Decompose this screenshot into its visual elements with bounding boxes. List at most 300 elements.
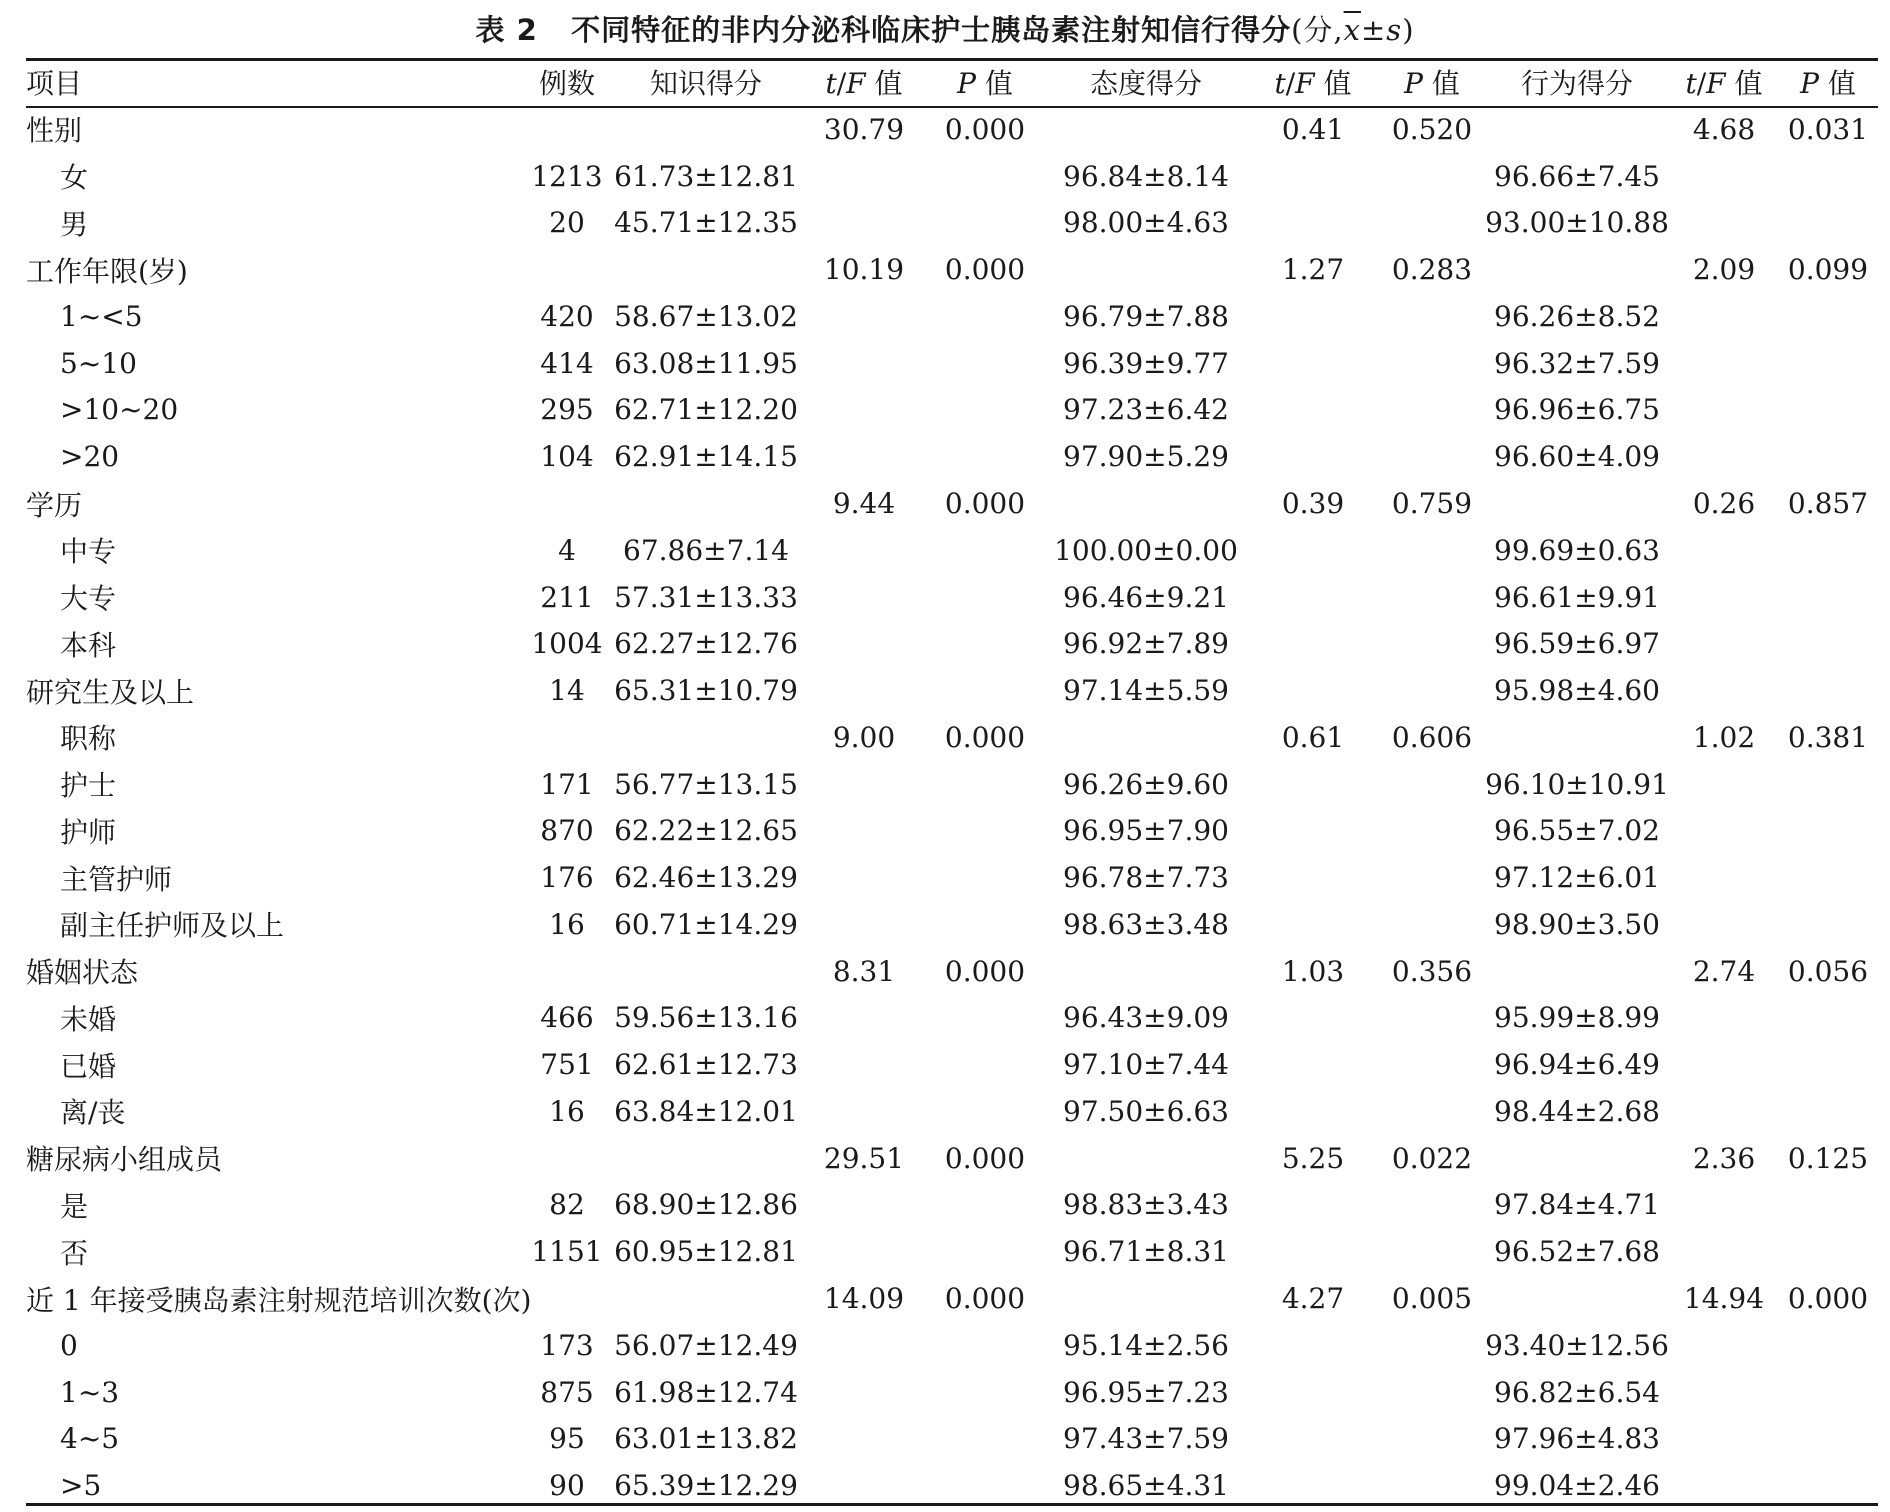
tf2-t: t xyxy=(1274,67,1286,100)
cell-attitude: 96.78±7.73 xyxy=(1063,861,1229,895)
cell-tf-knowledge xyxy=(804,667,924,714)
cell-behavior xyxy=(1484,948,1670,995)
cell-tf-attitude xyxy=(1246,1322,1380,1369)
table-caption xyxy=(0,8,1890,49)
cell-behavior: 95.99±8.99 xyxy=(1494,1001,1660,1035)
cell-p-attitude xyxy=(1380,1415,1484,1462)
cell-tf-knowledge xyxy=(804,807,924,854)
cell-knowledge: 61.73±12.81 xyxy=(614,159,798,193)
cell-knowledge: 60.71±14.29 xyxy=(614,907,798,941)
cell-behavior: 98.90±3.50 xyxy=(1494,907,1660,941)
cell-p-knowledge xyxy=(924,1322,1046,1369)
cell-p-behavior xyxy=(1778,574,1878,621)
cell-p-behavior xyxy=(1778,1088,1878,1135)
table-row xyxy=(26,620,1878,667)
cell-p-knowledge: 0.000 xyxy=(944,253,1026,287)
cell-tf-behavior: 2.09 xyxy=(1692,253,1756,287)
p1-suffix: 值 xyxy=(975,67,1013,100)
cell-tf-knowledge xyxy=(804,901,924,948)
cell-tf-behavior xyxy=(1670,1415,1778,1462)
cell-n: 20 xyxy=(549,206,585,240)
cell-attitude: 96.92±7.89 xyxy=(1063,627,1229,661)
table-row xyxy=(26,1462,1878,1509)
cell-tf-behavior xyxy=(1670,1369,1778,1416)
cell-tf-knowledge xyxy=(804,527,924,574)
cell-attitude: 96.79±7.88 xyxy=(1063,299,1229,333)
cell-item: 副主任护师及以上 xyxy=(60,909,285,943)
cell-p-attitude xyxy=(1380,854,1484,901)
cell-knowledge xyxy=(608,948,804,995)
cell-n xyxy=(526,1275,608,1322)
cell-p-knowledge: 0.000 xyxy=(944,954,1026,988)
cell-behavior: 96.60±4.09 xyxy=(1494,440,1660,474)
cell-p-attitude: 0.356 xyxy=(1391,954,1473,988)
cell-tf-behavior: 2.74 xyxy=(1692,954,1756,988)
cell-n: 14 xyxy=(549,674,585,708)
cell-tf-knowledge xyxy=(804,761,924,808)
cell-item: 男 xyxy=(60,207,89,241)
cell-attitude: 96.46±9.21 xyxy=(1063,580,1229,614)
cell-p-knowledge xyxy=(924,1182,1046,1229)
cell-p-attitude: 0.520 xyxy=(1391,112,1473,146)
cell-behavior: 93.00±10.88 xyxy=(1485,206,1669,240)
cell-item: 近 1 年接受胰岛素注射规范培训次数(次) xyxy=(26,1283,532,1317)
cell-tf-attitude xyxy=(1246,340,1380,387)
cell-tf-attitude xyxy=(1246,854,1380,901)
cell-attitude: 98.63±3.48 xyxy=(1063,907,1229,941)
cell-tf-knowledge xyxy=(804,1369,924,1416)
cell-n xyxy=(526,480,608,527)
cell-item: 工作年限(岁) xyxy=(26,254,188,288)
cell-tf-attitude: 1.27 xyxy=(1281,253,1345,287)
cell-p-attitude: 0.022 xyxy=(1391,1141,1473,1175)
cell-tf-knowledge xyxy=(804,200,924,247)
cell-p-knowledge xyxy=(924,620,1046,667)
cell-knowledge xyxy=(608,1275,804,1322)
cell-tf-attitude xyxy=(1246,807,1380,854)
cell-tf-attitude xyxy=(1246,667,1380,714)
cell-tf-attitude xyxy=(1246,1415,1380,1462)
cell-tf-knowledge xyxy=(804,433,924,480)
cell-tf-knowledge xyxy=(804,574,924,621)
cell-behavior xyxy=(1484,1275,1670,1322)
caption-unit-close: ) xyxy=(1402,13,1415,47)
cell-knowledge: 56.77±13.15 xyxy=(614,767,798,801)
cell-tf-behavior xyxy=(1670,1322,1778,1369)
cell-n: 420 xyxy=(540,299,594,333)
header-row xyxy=(26,58,1878,106)
cell-behavior: 99.04±2.46 xyxy=(1494,1469,1660,1503)
cell-tf-attitude xyxy=(1246,761,1380,808)
p1-p: P xyxy=(957,67,976,100)
cell-tf-behavior xyxy=(1670,200,1778,247)
cell-attitude: 97.90±5.29 xyxy=(1063,440,1229,474)
cell-tf-behavior: 2.36 xyxy=(1692,1141,1756,1175)
cell-item: 职称 xyxy=(60,722,117,756)
cell-p-attitude xyxy=(1380,200,1484,247)
cell-p-behavior: 0.857 xyxy=(1787,487,1869,520)
cell-tf-behavior xyxy=(1670,667,1778,714)
cell-p-knowledge xyxy=(924,433,1046,480)
cell-knowledge: 63.08±11.95 xyxy=(614,346,798,380)
cell-attitude: 96.71±8.31 xyxy=(1063,1235,1229,1269)
cell-n: 870 xyxy=(540,814,594,848)
cell-knowledge: 56.07±12.49 xyxy=(614,1328,798,1362)
cell-tf-behavior: 14.94 xyxy=(1683,1282,1765,1316)
cell-item: 婚姻状态 xyxy=(26,956,139,990)
table-row xyxy=(26,1041,1878,1088)
cell-item: 5~10 xyxy=(60,346,137,380)
cell-p-attitude xyxy=(1380,527,1484,574)
cell-tf-attitude xyxy=(1246,1228,1380,1275)
table-row xyxy=(26,1228,1878,1275)
tf2-f: F xyxy=(1295,67,1315,100)
cell-knowledge: 58.67±13.02 xyxy=(614,299,798,333)
cell-tf-attitude xyxy=(1246,995,1380,1042)
cell-tf-knowledge: 30.79 xyxy=(823,112,905,146)
cell-tf-behavior xyxy=(1670,995,1778,1042)
cell-tf-behavior xyxy=(1670,761,1778,808)
table-row xyxy=(26,1135,1878,1182)
cell-n: 211 xyxy=(540,580,594,614)
table-row xyxy=(26,901,1878,948)
cell-behavior: 96.96±6.75 xyxy=(1494,393,1660,427)
cell-p-attitude xyxy=(1380,574,1484,621)
cell-behavior: 96.82±6.54 xyxy=(1494,1375,1660,1409)
cell-p-knowledge xyxy=(924,1228,1046,1275)
cell-knowledge: 63.01±13.82 xyxy=(614,1422,798,1456)
cell-behavior: 96.10±10.91 xyxy=(1485,767,1669,801)
cell-p-behavior xyxy=(1778,527,1878,574)
tf3-suffix: 值 xyxy=(1725,67,1763,100)
cell-attitude: 97.50±6.63 xyxy=(1063,1094,1229,1128)
cell-knowledge: 62.71±12.20 xyxy=(614,393,798,427)
cell-tf-behavior: 1.02 xyxy=(1692,720,1756,754)
cell-item: 1~<5 xyxy=(60,299,143,333)
cell-tf-knowledge: 10.19 xyxy=(823,253,905,287)
cell-tf-attitude xyxy=(1246,293,1380,340)
cell-p-attitude xyxy=(1380,1182,1484,1229)
cell-item: 学历 xyxy=(26,488,83,522)
cell-tf-attitude: 0.61 xyxy=(1281,720,1345,754)
table-row xyxy=(26,1322,1878,1369)
cell-item: 4~5 xyxy=(60,1422,120,1456)
cell-p-knowledge xyxy=(924,854,1046,901)
cell-knowledge: 62.61±12.73 xyxy=(614,1048,798,1082)
table-row xyxy=(26,293,1878,340)
cell-n: 176 xyxy=(540,861,594,895)
cell-knowledge xyxy=(608,106,804,153)
cell-p-behavior xyxy=(1778,1041,1878,1088)
cell-p-attitude xyxy=(1380,387,1484,434)
cell-p-attitude xyxy=(1380,433,1484,480)
cell-tf-behavior: 4.68 xyxy=(1692,112,1756,146)
col-header-behavior: 行为得分 xyxy=(1520,67,1633,100)
col-header-tf-attitude xyxy=(1246,58,1380,106)
cell-p-attitude xyxy=(1380,1322,1484,1369)
table-row xyxy=(26,1415,1878,1462)
cell-p-behavior xyxy=(1778,153,1878,200)
cell-p-knowledge xyxy=(924,340,1046,387)
cell-item: 0 xyxy=(60,1328,78,1362)
cell-p-behavior xyxy=(1778,200,1878,247)
cell-p-behavior xyxy=(1778,901,1878,948)
cell-behavior: 96.55±7.02 xyxy=(1494,814,1660,848)
cell-behavior: 97.84±4.71 xyxy=(1494,1188,1660,1222)
cell-p-behavior xyxy=(1778,761,1878,808)
cell-behavior: 99.69±0.63 xyxy=(1494,533,1660,567)
cell-p-knowledge xyxy=(924,1088,1046,1135)
caption-unit xyxy=(1291,13,1414,47)
tf1-f: F xyxy=(846,67,866,100)
tf2-sep: / xyxy=(1285,67,1296,100)
cell-p-knowledge xyxy=(924,1462,1046,1509)
cell-n: 16 xyxy=(549,907,585,941)
table-row xyxy=(26,433,1878,480)
cell-n: 90 xyxy=(549,1469,585,1503)
cell-n: 414 xyxy=(540,346,594,380)
cell-item: 1~3 xyxy=(60,1375,120,1409)
col-header-attitude: 态度得分 xyxy=(1089,67,1202,100)
col-header-item: 项目 xyxy=(26,67,83,100)
cell-tf-attitude xyxy=(1246,1041,1380,1088)
col-header-p-knowledge xyxy=(924,58,1046,106)
cell-p-knowledge xyxy=(924,200,1046,247)
cell-knowledge: 61.98±12.74 xyxy=(614,1375,798,1409)
cell-knowledge: 68.90±12.86 xyxy=(614,1188,798,1222)
cell-attitude: 98.65±4.31 xyxy=(1063,1469,1229,1503)
cell-tf-behavior xyxy=(1670,1228,1778,1275)
cell-n: 751 xyxy=(540,1048,594,1082)
cell-knowledge: 60.95±12.81 xyxy=(614,1235,798,1269)
table-row xyxy=(26,200,1878,247)
cell-tf-knowledge: 8.31 xyxy=(832,954,896,988)
cell-tf-knowledge xyxy=(804,1088,924,1135)
cell-tf-attitude: 0.41 xyxy=(1281,112,1345,146)
p3-suffix: 值 xyxy=(1818,67,1856,100)
table-row xyxy=(26,995,1878,1042)
table-row xyxy=(26,761,1878,808)
cell-p-attitude xyxy=(1380,1088,1484,1135)
cell-attitude: 97.43±7.59 xyxy=(1063,1422,1229,1456)
cell-p-behavior: 0.099 xyxy=(1787,253,1869,287)
cell-item: 离/丧 xyxy=(60,1096,126,1130)
cell-item: 主管护师 xyxy=(60,862,173,896)
cell-tf-attitude xyxy=(1246,1182,1380,1229)
cell-tf-knowledge xyxy=(804,995,924,1042)
table-row xyxy=(26,714,1878,761)
table-row xyxy=(26,1088,1878,1135)
cell-p-knowledge xyxy=(924,995,1046,1042)
cell-attitude: 96.95±7.90 xyxy=(1063,814,1229,848)
cell-tf-behavior xyxy=(1670,901,1778,948)
cell-n: 171 xyxy=(540,767,594,801)
caption-unit-x: $\overline{x}$ xyxy=(1343,13,1361,47)
cell-tf-attitude: 5.25 xyxy=(1281,1141,1345,1175)
cell-p-knowledge xyxy=(924,574,1046,621)
cell-tf-behavior xyxy=(1670,293,1778,340)
tf1-sep: / xyxy=(836,67,847,100)
cell-attitude: 96.39±9.77 xyxy=(1063,346,1229,380)
cell-item: 护师 xyxy=(60,815,117,849)
cell-p-knowledge: 0.000 xyxy=(944,487,1026,520)
cell-attitude: 95.14±2.56 xyxy=(1063,1328,1229,1362)
cell-attitude: 96.26±9.60 xyxy=(1063,767,1229,801)
cell-attitude: 97.14±5.59 xyxy=(1063,674,1229,708)
cell-behavior xyxy=(1484,714,1670,761)
cell-p-knowledge xyxy=(924,1041,1046,1088)
cell-tf-attitude: 4.27 xyxy=(1281,1282,1345,1316)
caption-unit-pm: ± xyxy=(1360,13,1387,47)
cell-n: 295 xyxy=(540,393,594,427)
cell-knowledge xyxy=(608,246,804,293)
cell-behavior xyxy=(1484,480,1670,527)
cell-tf-attitude xyxy=(1246,620,1380,667)
cell-p-attitude xyxy=(1380,995,1484,1042)
cell-attitude xyxy=(1046,1135,1246,1182)
cell-n xyxy=(526,246,608,293)
cell-p-attitude xyxy=(1380,1462,1484,1509)
table-row xyxy=(26,574,1878,621)
cell-tf-behavior xyxy=(1670,1041,1778,1088)
table-row xyxy=(26,667,1878,714)
cell-behavior: 96.32±7.59 xyxy=(1494,346,1660,380)
cell-item: >10~20 xyxy=(60,393,179,427)
cell-n: 1151 xyxy=(531,1235,603,1269)
cell-p-knowledge xyxy=(924,1369,1046,1416)
cell-tf-knowledge xyxy=(804,1228,924,1275)
cell-n xyxy=(526,1135,608,1182)
table-row xyxy=(26,106,1878,153)
tf1-t: t xyxy=(825,67,837,100)
caption-label: 表 2 xyxy=(475,13,538,47)
cell-p-attitude xyxy=(1380,620,1484,667)
cell-knowledge: 45.71±12.35 xyxy=(614,206,798,240)
cell-behavior: 93.40±12.56 xyxy=(1485,1328,1669,1362)
cell-tf-attitude xyxy=(1246,153,1380,200)
cell-knowledge: 67.86±7.14 xyxy=(623,533,789,567)
cell-p-knowledge xyxy=(924,807,1046,854)
caption-title: 不同特征的非内分泌科临床护士胰岛素注射知信行得分 xyxy=(571,13,1292,47)
table-row xyxy=(26,1182,1878,1229)
col-header-knowledge: 知识得分 xyxy=(649,67,762,100)
cell-attitude: 96.84±8.14 xyxy=(1063,159,1229,193)
cell-item: >20 xyxy=(60,440,120,474)
tf3-f: F xyxy=(1706,67,1726,100)
col-header-tf-knowledge xyxy=(804,58,924,106)
tf3-sep: / xyxy=(1696,67,1707,100)
cell-item: 未婚 xyxy=(60,1002,117,1036)
cell-tf-attitude xyxy=(1246,574,1380,621)
p3-p: P xyxy=(1800,67,1819,100)
cell-p-attitude xyxy=(1380,153,1484,200)
cell-attitude xyxy=(1046,480,1246,527)
cell-p-behavior xyxy=(1778,667,1878,714)
cell-n: 875 xyxy=(540,1375,594,1409)
cell-knowledge: 65.31±10.79 xyxy=(614,674,798,708)
cell-attitude: 98.00±4.63 xyxy=(1063,206,1229,240)
cell-item: 是 xyxy=(60,1189,89,1223)
cell-p-behavior xyxy=(1778,1182,1878,1229)
col-header-p-behavior xyxy=(1778,58,1878,106)
cell-attitude xyxy=(1046,714,1246,761)
cell-behavior xyxy=(1484,106,1670,153)
cell-tf-behavior xyxy=(1670,433,1778,480)
cell-p-knowledge: 0.000 xyxy=(944,720,1026,754)
cell-knowledge xyxy=(608,480,804,527)
cell-behavior xyxy=(1484,246,1670,293)
cell-p-knowledge: 0.000 xyxy=(944,112,1026,146)
cell-behavior: 96.26±8.52 xyxy=(1494,299,1660,333)
cell-tf-knowledge: 9.44 xyxy=(832,487,896,520)
cell-n xyxy=(526,948,608,995)
table-row xyxy=(26,854,1878,901)
table-row xyxy=(26,1369,1878,1416)
cell-n xyxy=(526,106,608,153)
cell-n: 466 xyxy=(540,1001,594,1035)
cell-p-attitude xyxy=(1380,340,1484,387)
cell-item: 否 xyxy=(60,1236,89,1270)
cell-knowledge: 62.22±12.65 xyxy=(614,814,798,848)
cell-p-behavior xyxy=(1778,1228,1878,1275)
cell-p-behavior xyxy=(1778,854,1878,901)
table-row xyxy=(26,246,1878,293)
cell-behavior: 97.96±4.83 xyxy=(1494,1422,1660,1456)
table-row xyxy=(26,387,1878,434)
cell-behavior: 96.66±7.45 xyxy=(1494,159,1660,193)
cell-behavior xyxy=(1484,1135,1670,1182)
tf1-suffix: 值 xyxy=(865,67,903,100)
cell-behavior: 95.98±4.60 xyxy=(1494,674,1660,708)
table-row xyxy=(26,1275,1878,1322)
cell-item: 糖尿病小组成员 xyxy=(26,1143,223,1177)
cell-tf-behavior xyxy=(1670,1182,1778,1229)
cell-tf-knowledge xyxy=(804,1322,924,1369)
cell-tf-behavior xyxy=(1670,527,1778,574)
cell-p-attitude xyxy=(1380,901,1484,948)
cell-tf-knowledge xyxy=(804,1182,924,1229)
cell-p-behavior: 0.381 xyxy=(1787,720,1869,754)
cell-behavior: 98.44±2.68 xyxy=(1494,1094,1660,1128)
cell-attitude xyxy=(1046,246,1246,293)
cell-tf-attitude xyxy=(1246,433,1380,480)
cell-p-behavior xyxy=(1778,1415,1878,1462)
cell-n: 82 xyxy=(549,1188,585,1222)
cell-item: 大专 xyxy=(60,582,117,616)
cell-p-attitude xyxy=(1380,1228,1484,1275)
cell-behavior: 96.94±6.49 xyxy=(1494,1048,1660,1082)
cell-n: 104 xyxy=(540,440,594,474)
cell-p-knowledge xyxy=(924,527,1046,574)
cell-p-attitude xyxy=(1380,1041,1484,1088)
cell-tf-attitude xyxy=(1246,200,1380,247)
cell-tf-behavior xyxy=(1670,574,1778,621)
cell-tf-attitude: 1.03 xyxy=(1281,954,1345,988)
cell-knowledge: 62.46±13.29 xyxy=(614,861,798,895)
cell-tf-behavior xyxy=(1670,340,1778,387)
cell-attitude: 98.83±3.43 xyxy=(1063,1188,1229,1222)
cell-tf-behavior xyxy=(1670,1462,1778,1509)
cell-p-knowledge: 0.000 xyxy=(944,1282,1026,1316)
cell-attitude: 97.23±6.42 xyxy=(1063,393,1229,427)
cell-tf-knowledge: 9.00 xyxy=(832,720,896,754)
cell-n xyxy=(526,714,608,761)
cell-attitude: 100.00±0.00 xyxy=(1054,533,1238,567)
cell-item: 女 xyxy=(60,161,89,195)
cell-n: 1004 xyxy=(531,627,603,661)
cell-tf-behavior xyxy=(1670,807,1778,854)
cell-tf-behavior xyxy=(1670,1088,1778,1135)
